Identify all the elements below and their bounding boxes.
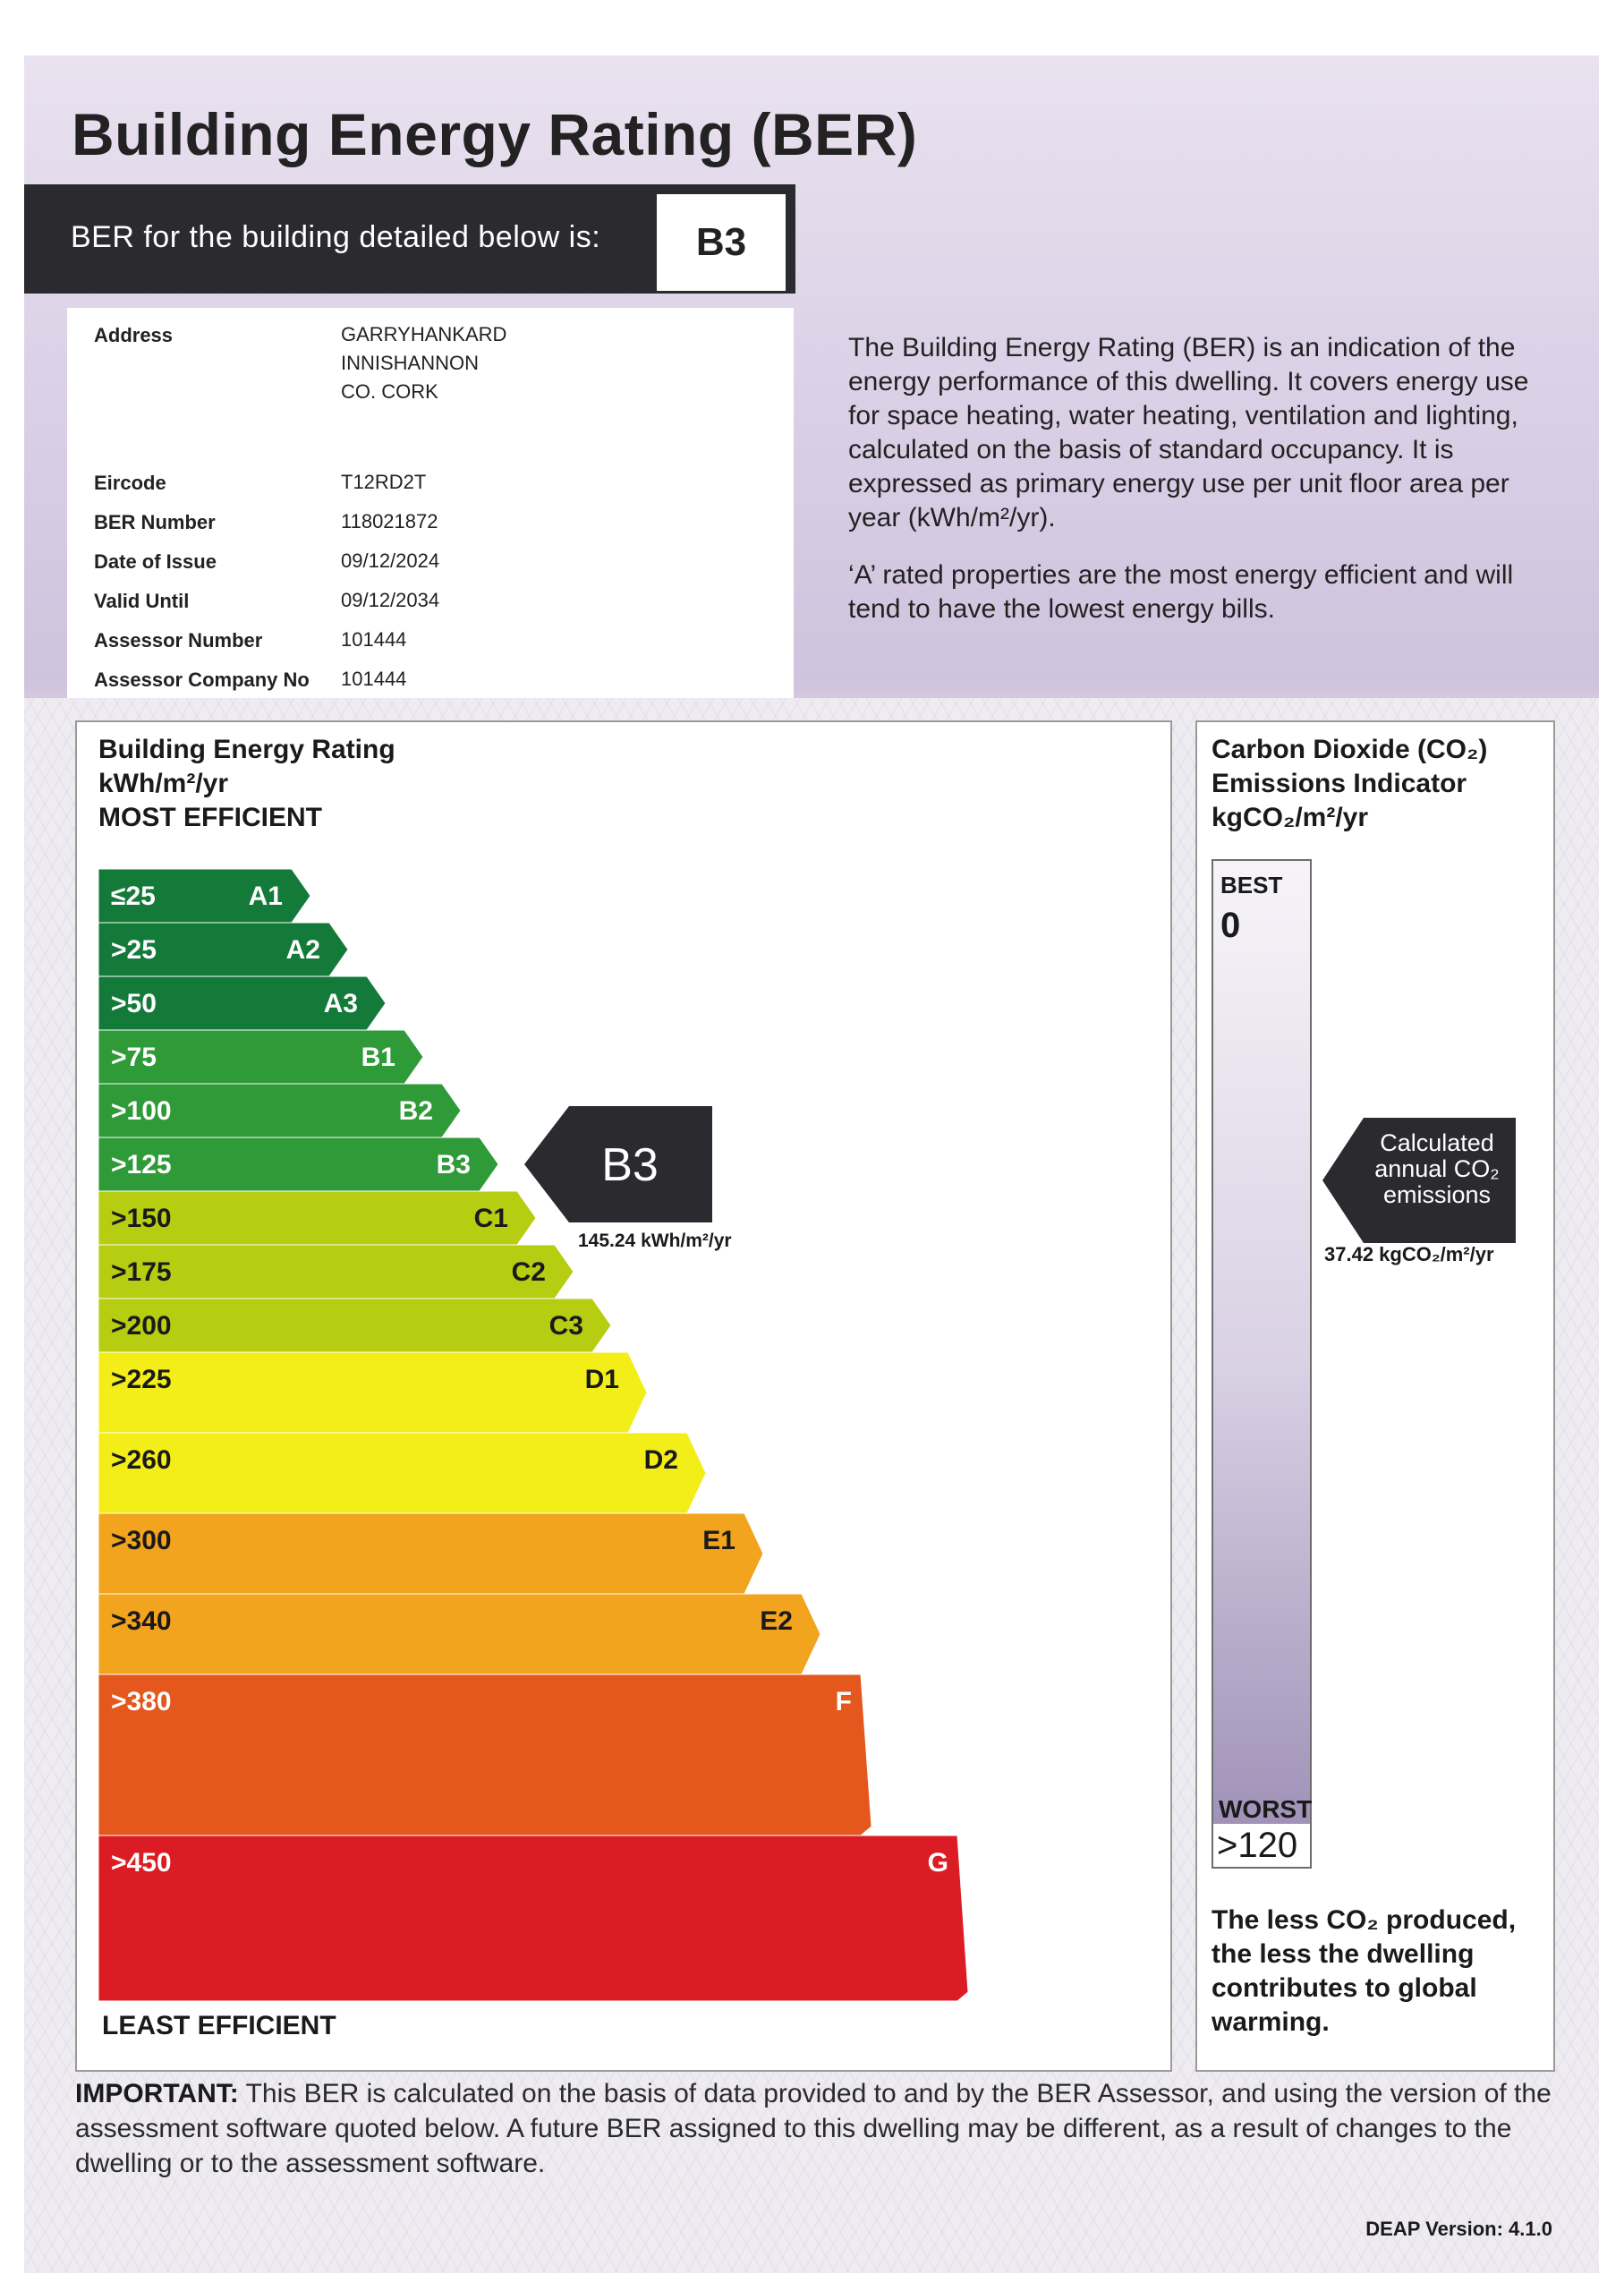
detail-value: 101444 [341,668,407,690]
rating-band-label: B2 [398,1096,433,1126]
rating-band-f [98,1674,872,1835]
ber-explanation-paragraph: ‘A’ rated properties are the most energy efficient and will tend to have the lowest energy bills. [848,560,1514,624]
rating-threshold-label: >225 [111,1365,172,1394]
detail-value: 09/12/2024 [341,549,440,572]
energy-rating-heading-unit: kWh/m²/yr [98,769,229,798]
energy-rating-heading-most: MOST EFFICIENT [98,803,322,832]
co2-scale-bar [1212,859,1312,1869]
detail-value: 09/12/2034 [341,589,440,611]
co2-heading-title: Carbon Dioxide (CO₂) [1212,735,1488,764]
rating-band-label: E2 [760,1606,793,1636]
rating-threshold-label: >150 [111,1204,172,1233]
co2-footnote: The less CO₂ produced, the less the dwelling contributes to global warming. [1212,1905,1517,2037]
co2-marker-text: emissions [1382,1181,1492,1208]
detail-value: 101444 [341,628,407,651]
co2-heading-subtitle: Emissions Indicator [1212,769,1467,798]
rating-band-label: D1 [584,1365,619,1394]
rating-threshold-label: ≤25 [111,881,156,911]
rating-band-label: C2 [511,1257,546,1287]
important-notice [75,2076,1560,2181]
rating-band-label: B3 [436,1150,471,1180]
co2-value-label: 37.42 kgCO₂/m²/yr [1324,1243,1494,1265]
detail-label: Assessor Number [94,629,263,652]
detail-label: BER Number [94,511,216,533]
rating-band-g [98,1835,968,2001]
co2-marker-text: Calculated [1380,1129,1494,1156]
deap-version: DEAP Version: 4.1.0 [1365,2218,1552,2240]
rating-threshold-label: >300 [111,1526,172,1555]
detail-label: Assessor Company No [94,669,310,691]
rating-band-label: A2 [285,935,320,965]
rating-band-e2 [98,1594,821,1674]
rating-threshold-label: >175 [111,1257,172,1287]
co2-worst-label: WORST [1219,1795,1313,1823]
important-text: This BER is calculated on the basis of data provided to and by the BER Assessor, and using the version of the assessment software quoted below. A future BER assigned to this dwelling may be different, as a result of changes to the dwelling or to the assessment software. [75,2079,1552,2178]
ber-banner [24,184,795,294]
co2-best-value: 0 [1220,906,1241,945]
ber-banner-label: BER for the building detailed below is: [71,220,601,254]
rating-band-label: B1 [361,1043,395,1072]
detail-value: T12RD2T [341,471,427,493]
building-details [67,308,794,698]
rating-band-label: D2 [643,1445,678,1475]
rating-threshold-label: >340 [111,1606,172,1636]
co2-heading-unit: kgCO₂/m²/yr [1212,803,1369,832]
rating-band-label: A3 [323,989,358,1018]
rating-threshold-label: >450 [111,1848,172,1878]
rating-threshold-label: >260 [111,1445,172,1475]
rating-band-label: E1 [702,1526,735,1555]
co2-panel [1195,720,1555,2072]
detail-value: GARRYHANKARD INNISHANNON CO. CORK [341,323,507,403]
co2-marker-text: annual CO₂ [1374,1155,1500,1182]
least-efficient-label: LEAST EFFICIENT [102,2011,336,2040]
rating-threshold-label: >25 [111,935,157,965]
co2-marker [1322,1118,1516,1243]
current-rating-value: 145.24 kWh/m²/yr [578,1231,732,1251]
co2-best-label: BEST [1220,872,1283,899]
detail-label: Date of Issue [94,550,217,573]
ber-explanation [848,331,1564,650]
detail-value: 118021872 [341,510,438,532]
rating-threshold-label: >125 [111,1150,172,1180]
rating-band-label: F [835,1687,852,1716]
rating-band-label: G [927,1848,948,1878]
important-lead: IMPORTANT: [75,2079,239,2108]
current-rating-letter: B3 [601,1139,659,1191]
ber-explanation-paragraph: The Building Energy Rating (BER) is an indication of the energy performance of this dwelling. It covers energy use for space heating, water heating, ventilation and lighting, calculated on the basis of standard occupancy. It is expressed as primary energy use per unit floor area per year (kWh/m²/yr). [848,333,1529,532]
rating-band-c3 [98,1299,611,1352]
ber-rating-box: B3 [654,192,788,294]
detail-label: Eircode [94,472,166,494]
energy-rating-heading-title: Building Energy Rating [98,735,395,764]
rating-band-e1 [98,1513,763,1594]
co2-worst-value: >120 [1213,1824,1310,1867]
rating-band-label: C1 [473,1204,508,1233]
energy-rating-panel [75,720,1172,2072]
rating-threshold-label: >380 [111,1687,172,1716]
rating-threshold-label: >75 [111,1043,157,1072]
detail-label: Valid Until [94,590,190,612]
rating-threshold-label: >200 [111,1311,172,1341]
detail-label: Address [94,324,174,346]
energy-rating-chart [77,722,1170,2070]
co2-heading [1212,733,1487,835]
rating-threshold-label: >100 [111,1096,172,1126]
page-title: Building Energy Rating (BER) [72,101,918,167]
rating-band-d2 [98,1433,706,1513]
rating-band-label: C3 [548,1311,583,1341]
rating-band-d1 [98,1352,647,1433]
rating-threshold-label: >50 [111,989,157,1018]
rating-band-label: A1 [248,881,283,911]
